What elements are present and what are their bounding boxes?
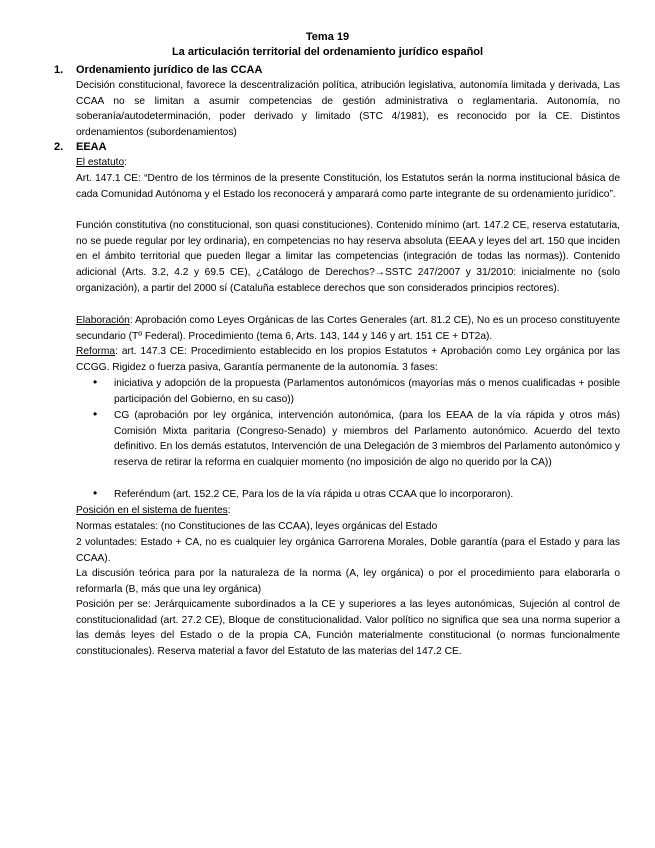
paragraph-reforma <box>76 344 620 375</box>
section-number: 2. <box>54 141 64 153</box>
bullet-item-referendum: Referéndum (art. 152.2 CE, Para los de la vía rápida u otras CCAA que lo incorporaron). <box>114 489 514 500</box>
subheading-estatuto <box>76 155 620 171</box>
section-title: Ordenamiento jurídico de las CCAA <box>76 64 263 76</box>
bullet-marker: • <box>93 375 98 389</box>
paragraph-voluntades: 2 voluntades: Estado + CA, no es cualquier ley orgánica Garrorena Morales, Doble garantía (para el Estado y para las CCAA). <box>76 537 620 564</box>
paragraph-art147: Art. 147.1 CE: “Dentro de los términos de la presente Constitución, los Estatutos serán la norma institucional básica de cada Comunidad Autónoma y el Estado los reconocerá y amparará como parte integrante de su ordenamiento jurídico”. <box>76 173 620 200</box>
estatuto-label: El estatuto <box>76 157 125 168</box>
section-heading-1 <box>54 63 262 77</box>
paragraph-posicion-se: Posición per se: Jerárquicamente subordinados a la CE y superiores a las leyes autonómicas, Sujeción al control de constitucionalidad (art. 27.2 CE), Bloque de constitucionalidad. Valor político no significa que sea una norma superior a las demás leyes del Estado o de la propia CA, Función materialmente constitucional (o normas funcionalmente constitucionales). Reserva material a favor del Estatuto de las materias del 147.2 CE. <box>76 599 620 658</box>
subheading-posicion <box>76 503 620 519</box>
bullet-item-cg: CG (aprobación por ley orgánica, intervención autonómica, (para los EEAA de la vía rápida y otros más) Comisión Mixta paritaria (Congreso-Senado) y miembros del Parlamento autonómico. Acuerdo del texto definitivo. En los demás estatutos, Intervención de una Delegación de 3 miembros del Parlamento autonómico y reserva de retirar la reforma en cualquier momento (no imposición de algo no querido por la CA)) <box>114 410 620 469</box>
reforma-text: : art. 147.3 CE: Procedimiento establecido en los propios Estatutos + Aprobación como Ley orgánica por las CCGG. Rigidez o fuerza pasiva, Garantía permanente de la autonomía. 3 fases: <box>76 346 620 373</box>
section-heading-2 <box>54 140 107 154</box>
estatuto-colon: : <box>124 157 127 168</box>
document-title: Tema 19 <box>305 31 350 43</box>
posicion-label: Posición en el sistema de fuentes <box>76 505 228 516</box>
paragraph-discusion: La discusión teórica para por la naturaleza de la norma (A, ley orgánica) o por el procedimiento para elaborarla o reformarla (B, más que una ley orgánica) <box>76 568 620 595</box>
posicion-colon: : <box>227 505 231 516</box>
section-number: 1. <box>54 64 64 76</box>
elaboracion-text: : Aprobación como Leyes Orgánicas de las Cortes Generales (art. 81.2 CE), No es un proceso constituyente secundario (Tº Federal). Procedimiento (tema 6, Arts. 143, 144 y 146 y art. 151 CE + DT2a). <box>76 315 620 342</box>
bullet-marker: • <box>93 407 98 421</box>
paragraph-ordenamiento: Decisión constitucional, favorece la descentralización política, atribución legislativa, autonomía limitada y derivada, Las CCAA no se limitan a asumir competencias de gestión administrativa o reglamentaria. Autonomía, no soberanía/autodeterminación, poder derivado y limitado (STC 4/1981), es reconocido por la CE. Distintos ordenamientos (subordenamientos) <box>76 80 620 139</box>
bullet-marker: • <box>93 486 98 500</box>
bullet-item-iniciativa: iniciativa y adopción de la propuesta (Parlamentos autonómicos (mayorías más o menos cualificadas + posible participación del Gobierno, en su caso)) <box>114 378 620 405</box>
paragraph-normas: Normas estatales: (no Constituciones de las CCAA), leyes orgánicas del Estado <box>76 521 438 532</box>
paragraph-funcion: Función constitutiva (no constitucional, son quasi constituciones). Contenido mínimo (art. 147.2 CE, reserva estatutaria, no se puede regular por ley ordinaria), en competencias no hay reserva absoluta (EEAA y leyes del art. 150 que inciden en el ámbito territorial que pueden llegar a limitar las competencias (integración de todas las normas)). Contenido adicional (Arts. 3.2, 4.2 y 69.5 CE), ¿Catálogo de Derechos?→SSTC 247/2007 y 31/2010: inicialmente no (solo organización), a partir del 2000 sí (Cataluña establece derechos que son considerados principios rectores). <box>76 220 620 294</box>
document-subtitle: La articulación territorial del ordenamiento jurídico español <box>171 46 484 58</box>
reforma-label: Reforma <box>76 346 116 357</box>
section-title: EEAA <box>76 141 107 153</box>
elaboracion-label: Elaboración <box>76 315 130 326</box>
paragraph-elaboracion <box>76 313 620 344</box>
